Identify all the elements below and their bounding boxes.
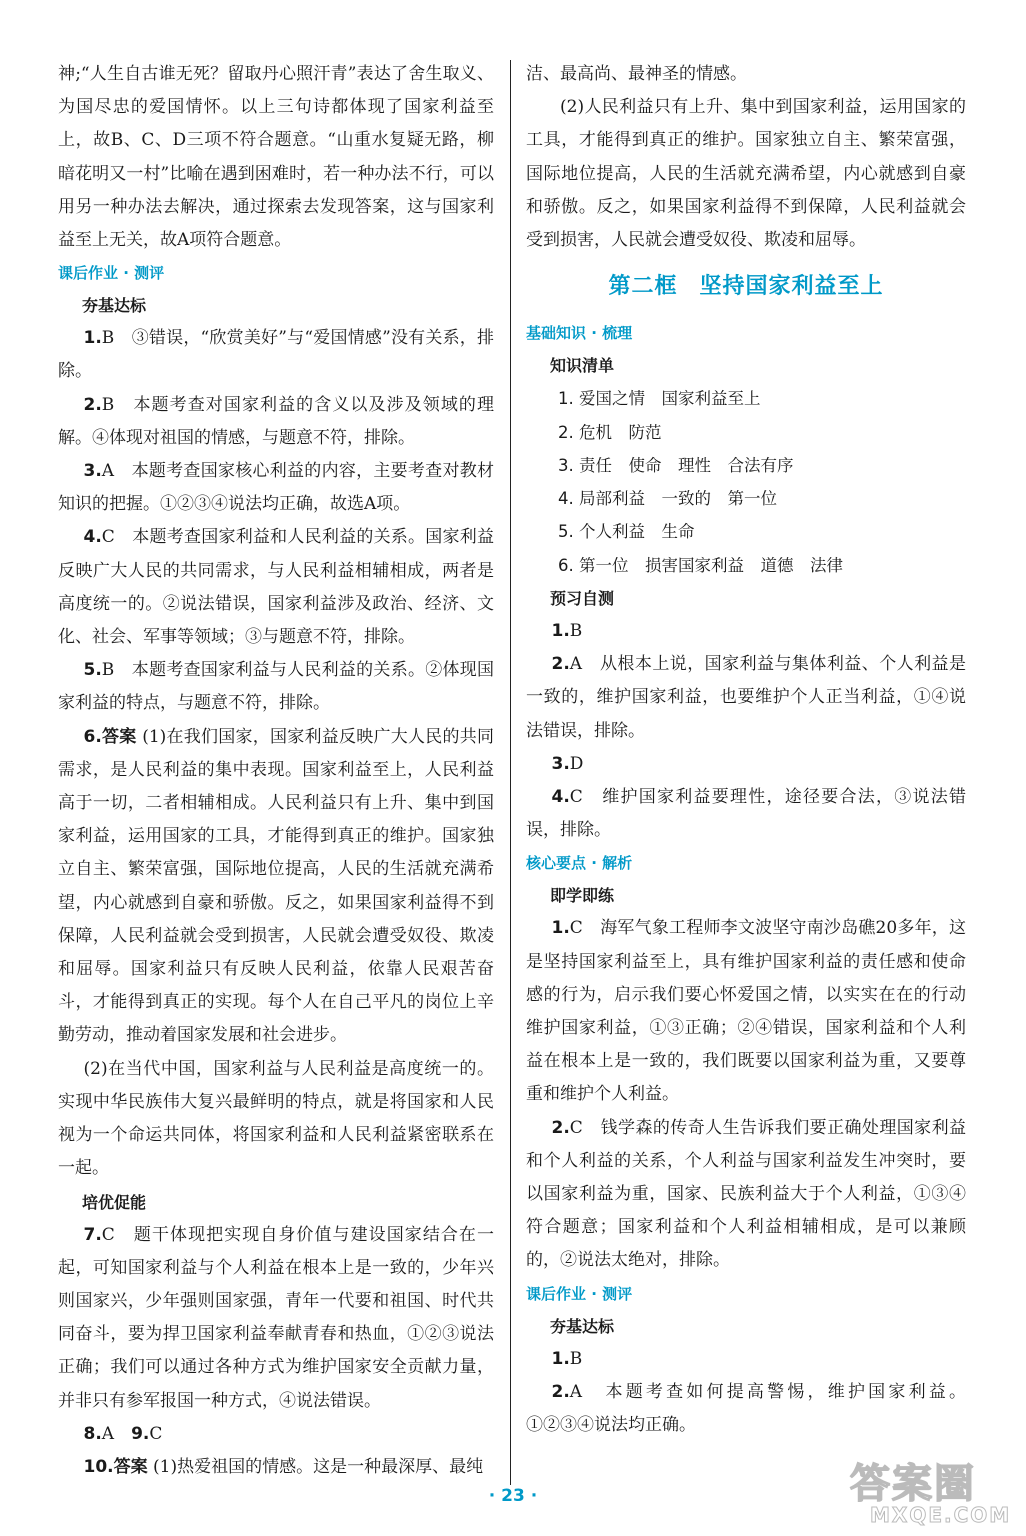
answer-item-2: 2.B 本题考查对国家利益的含义以及涉及领域的理解。④体现对祖国的情感，与题意不符，排除。	[58, 394, 494, 448]
answer-item-7: 7.C 题干体现把实现自身价值与建设国家结合在一起，可知国家利益与个人利益在根本上是一致的，少年兴则国家兴，少年强则国家强，青年一代要和祖国、时代共同奋斗，要为捍卫国家利益奉献青春和热血，①②③说法正确；我们可以通过各种方式为维护国家安全贡献力量，并非只有参军报国一种方式，④说法错误。	[58, 1224, 494, 1411]
answer-item-1: 1.C 海军气象工程师李文波坚守南沙岛礁20多年，这是坚持国家利益至上，具有维护国家利益的责任感和使命感的行为，启示我们要心怀爱国之情，以实实在在的行动维护国家利益，①③正确；②④错误，国家利益和个人利益在根本上是一致的，我们既要以国家利益为重，又要尊重和维护个人利益。	[526, 918, 966, 1105]
section-heading-homework: 课后作业 · 测评	[58, 264, 165, 283]
answer-item-1: 1.B ③错误，“欣赏美好”与“爱国情感”没有关系，排除。	[58, 328, 494, 382]
paragraph: 神;“人生自古谁无死？留取丹心照汗青”表达了舍生取义、为国尽忠的爱国情怀。以上三句诗都体现了国家利益至上，故B、C、D三项不符合题意。“山重水复疑无路，柳暗花明又一村”比喻在遇到困难时，若一种办法不行，可以用另一种办法去解决，通过探索去发现答案，这与国家利益至上无关，故A项符合题意。	[58, 64, 494, 251]
subheading-practice: 即学即练	[550, 886, 615, 906]
answer-item-2: 2.A 本题考查如何提高警惕，维护国家利益。①②③④说法均正确。	[526, 1381, 966, 1436]
knowledge-item: 2. 危机 防范	[558, 422, 662, 442]
knowledge-item: 5. 个人利益 生命	[558, 522, 695, 542]
subheading-basic: 夯基达标	[550, 1316, 615, 1336]
section-heading-core: 核心要点 · 解析	[526, 854, 633, 873]
knowledge-item: 6. 第一位 损害国家利益 道德 法律	[558, 555, 843, 575]
subheading-advanced: 培优促能	[82, 1192, 147, 1212]
answer-item-4: 4.C 本题考查国家利益和人民利益的关系。国家利益反映广大人民的共同需求，与人民利益相辅相成，两者是高度统一的。②说法错误，国家利益涉及政治、经济、文化、社会、军事等领域；③与题意不符，排除。	[58, 527, 494, 648]
page-number: · 23 ·	[488, 1486, 538, 1506]
answer-item-6: 6.答案 (1)在我们国家，国家利益反映广大人民的共同需求，是人民利益的集中表现。国家利益至上，人民利益高于一切，二者相辅相成。人民利益只有上升、集中到国家利益，运用国家的工具，才能得到真正的维护。国家独立自主、繁荣富强，国际地位提高，人民的生活就充满希望，内心就感到自豪和骄傲。反之，如果国家利益得不到保障，人民利益就会受到损害，人民就会遭受奴役、欺凌和屈辱。国家利益只有反映人民利益，依靠人民艰苦奋斗，才能得到真正的实现。每个人在自己平凡的岗位上辛勤劳动，推动着国家发展和社会进步。	[58, 726, 494, 1046]
answer-item-2: 2.C 钱学森的传奇人生告诉我们要正确处理国家利益和个人利益的关系，个人利益与国家利益发生冲突时，要以国家利益为重，国家、民族利益大于个人利益，①③④符合题意；国家利益和个人利益相辅相成，是可以兼顾的，②说法太绝对，排除。	[526, 1117, 966, 1271]
answer-item-5: 5.B 本题考查国家利益与人民利益的关系。②体现国家利益的特点，与题意不符，排除。	[58, 660, 494, 714]
right-column	[526, 58, 966, 1442]
chapter-title: 第二框 坚持国家利益至上	[608, 274, 884, 300]
knowledge-item: 3. 责任 使命 理性 合法有序	[558, 455, 794, 475]
subheading-preview-test: 预习自测	[550, 589, 615, 608]
knowledge-item: 1. 爱国之情 国家利益至上	[558, 389, 761, 409]
subheading-basic: 夯基达标	[82, 296, 147, 316]
watermark-logo: 答案圈 MXQE.COM	[850, 1461, 1012, 1527]
answer-item-2: 2.A 从根本上说，国家利益与集体利益、个人利益是一致的，维护国家利益，也要维护个人正当利益，①④说法错误，排除。	[526, 654, 966, 741]
answer-item-4: 4.C 维护国家利益要理性，途径要合法，③说法错误，排除。	[526, 787, 966, 841]
knowledge-item: 4. 局部利益 一致的 第一位	[558, 489, 777, 509]
section-heading-homework: 课后作业 · 测评	[526, 1284, 633, 1303]
answer-item-1: 1.B	[551, 621, 583, 641]
answer-item-3: 3.D	[551, 753, 584, 774]
answer-item-8-9: 8.A 9.C	[83, 1423, 163, 1444]
answer-item-6-part2: (2)在当代中国，国家利益与人民利益是高度统一的。实现中华民族伟大复兴最鲜明的特点，就是将国家和人民视为一个命运共同体，将国家利益和人民利益紧密联系在一起。	[58, 1058, 494, 1179]
column-divider	[510, 60, 511, 1485]
answer-item-1: 1.B	[551, 1348, 583, 1369]
answer-item-10: 10.答案 (1)热爱祖国的情感。这是一种最深厚、最纯	[83, 1456, 484, 1477]
section-heading-basics: 基础知识 · 梳理	[526, 324, 633, 343]
left-column	[58, 58, 494, 1484]
paragraph: 洁、最高尚、最神圣的情感。	[526, 64, 747, 84]
answer-item-3: 3.A 本题考查国家核心利益的内容，主要考查对教材知识的把握。①②③④说法均正确，故选A项。	[58, 461, 494, 515]
paragraph: (2)人民利益只有上升、集中到国家利益，运用国家的工具，才能得到真正的维护。国家独立自主、繁荣富强，国际地位提高，人民的生活就充满希望，内心就感到自豪和骄傲。反之，如果国家利益得不到保障，人民利益就会受到损害，人民就会遭受奴役、欺凌和屈辱。	[526, 97, 966, 251]
subheading-knowledge-list: 知识清单	[550, 356, 615, 376]
